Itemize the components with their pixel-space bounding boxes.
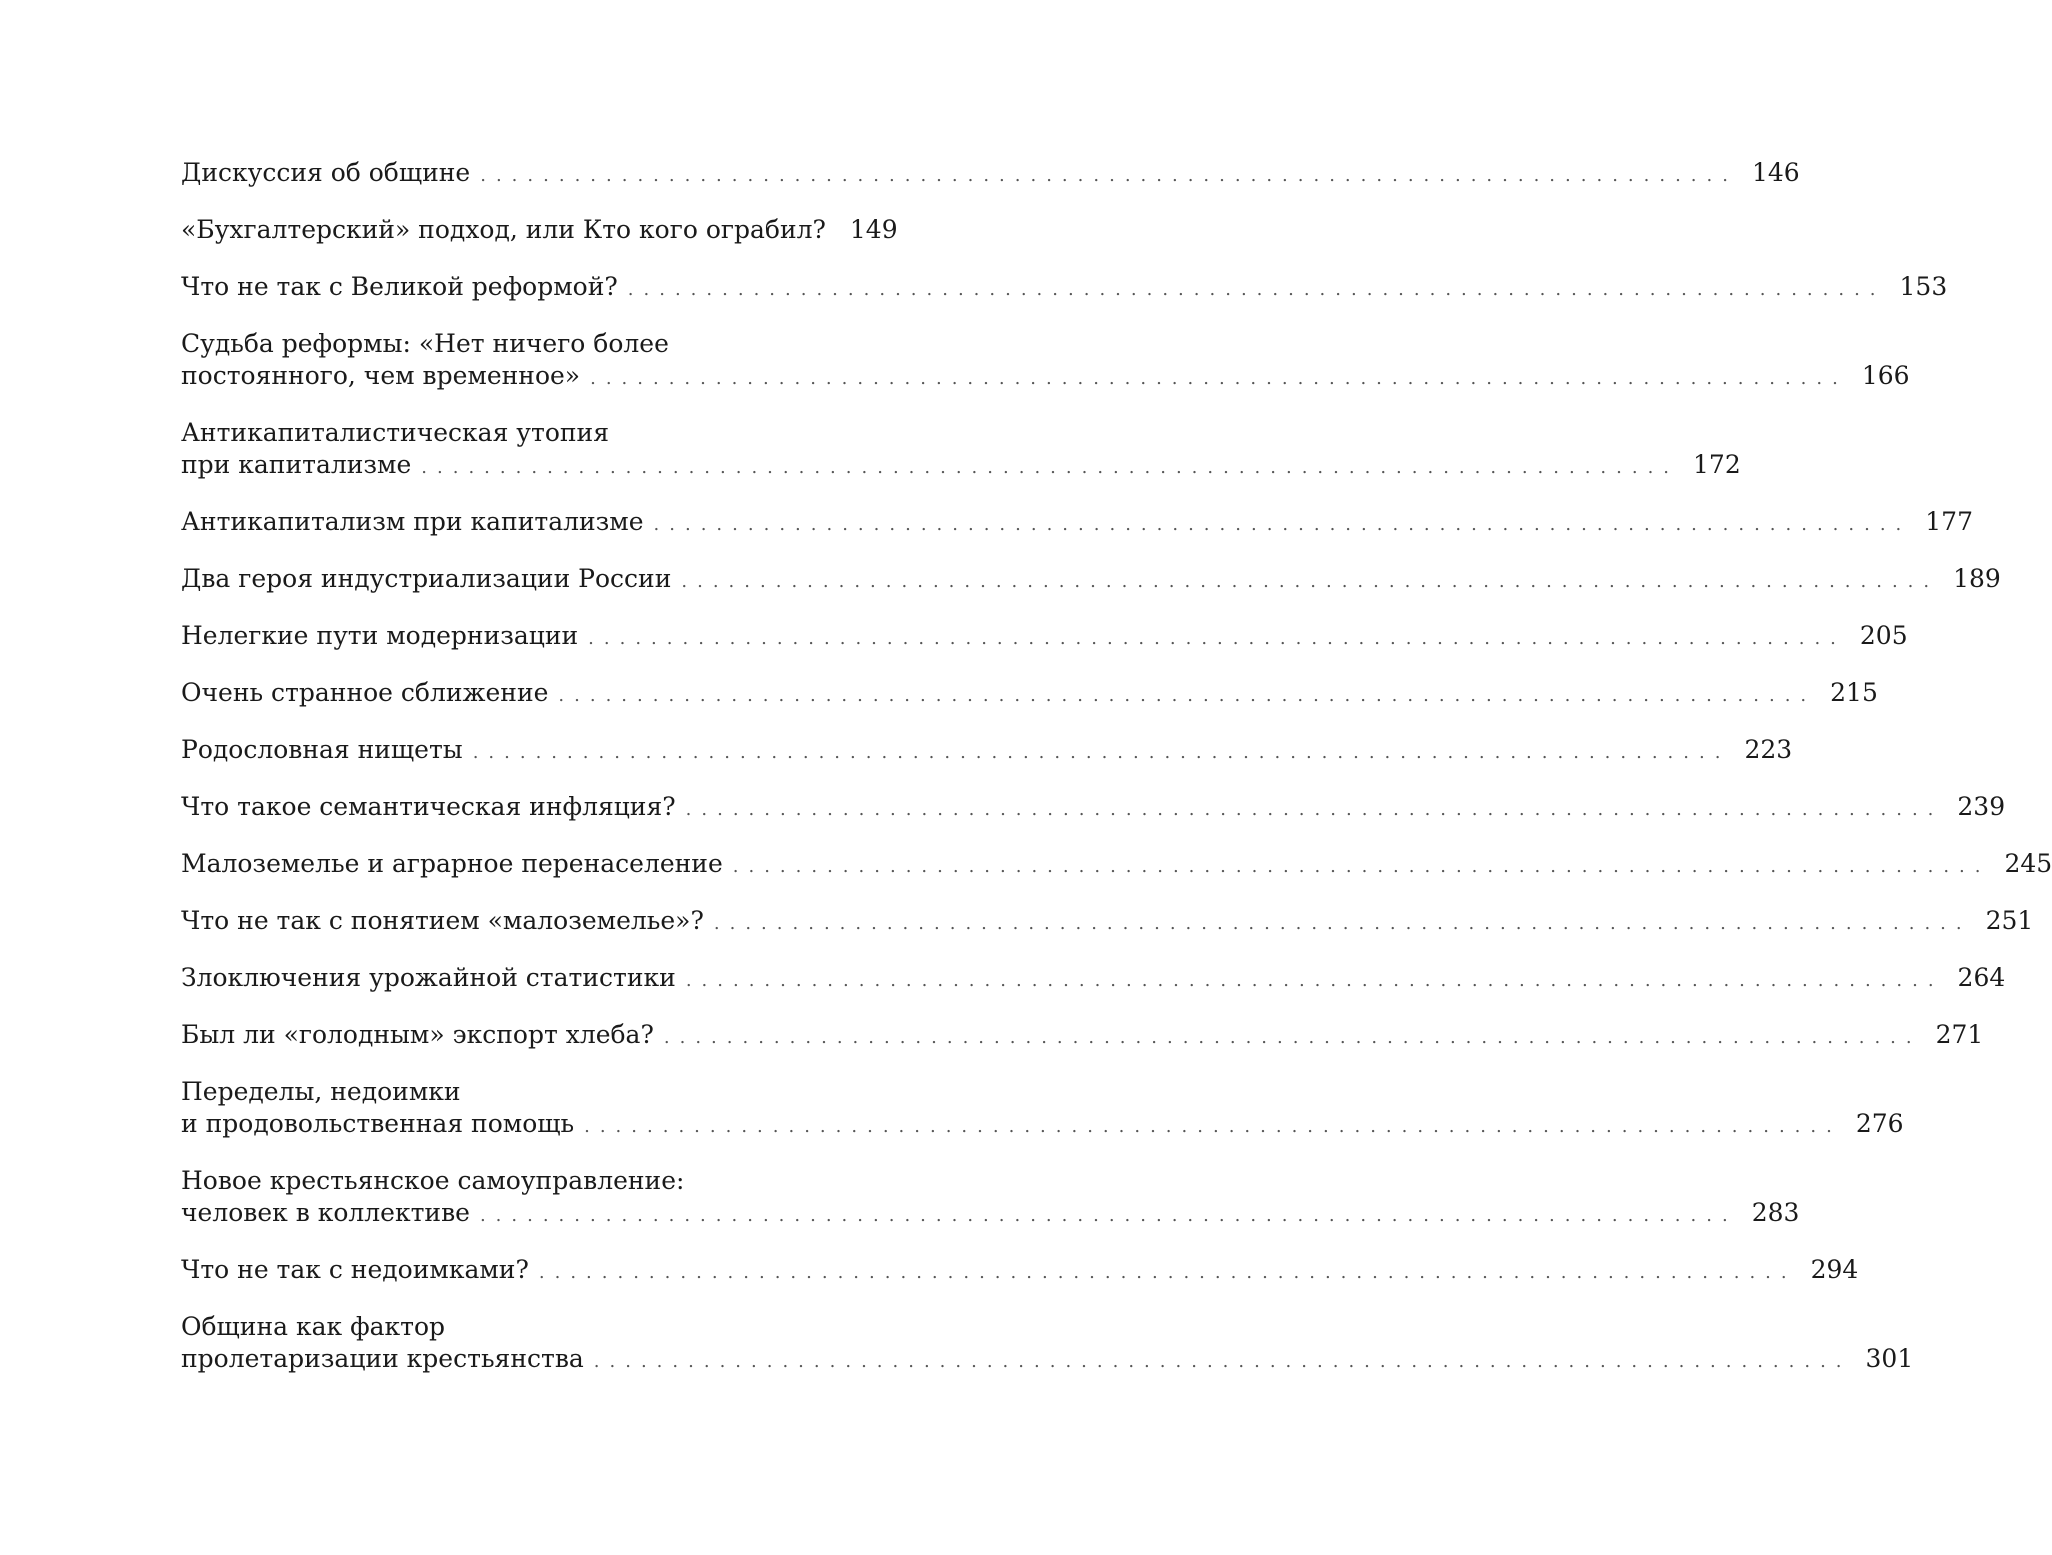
dot-leader: ................................................................................ bbox=[588, 628, 1846, 649]
toc-entry[interactable] bbox=[181, 734, 1793, 769]
toc-page-number: 276 bbox=[1855, 1109, 1904, 1138]
toc-entry-title: Родословная нищеты bbox=[181, 735, 463, 764]
toc-page-number: 153 bbox=[1899, 272, 1948, 301]
toc-entry[interactable] bbox=[181, 1019, 1984, 1054]
dot-leader: ................................................................................ bbox=[480, 165, 1738, 186]
toc-entry[interactable] bbox=[181, 157, 1800, 192]
toc-entry-last-line bbox=[181, 1343, 1914, 1378]
toc-entry[interactable] bbox=[181, 791, 2006, 826]
dot-leader: ................................................................................ bbox=[590, 368, 1848, 389]
toc-entry[interactable] bbox=[181, 848, 2052, 883]
toc-entry-last-line bbox=[181, 1019, 1984, 1054]
toc-page-number: 239 bbox=[1957, 792, 2006, 821]
toc-entry-title: Антикапитализм при капитализме bbox=[181, 507, 644, 536]
toc-entry-last-line bbox=[181, 734, 1793, 769]
dot-leader: ................................................................................ bbox=[685, 799, 1944, 820]
toc-entry-title: Что не так с недоимками? bbox=[181, 1255, 529, 1284]
toc-entry-title-line: Новое крестьянское самоуправление: bbox=[181, 1166, 685, 1195]
toc-entry-title: Был ли «голодным» экспорт хлеба? bbox=[181, 1020, 654, 1049]
toc-entry-title: Что такое семантическая инфляция? bbox=[181, 792, 676, 821]
toc-entry-last-line bbox=[181, 905, 2034, 940]
toc-entry-title-line: Антикапиталистическая утопия bbox=[181, 418, 609, 447]
toc-entry-title: Дискуссия об общине bbox=[181, 158, 471, 187]
toc-page-number: 264 bbox=[1957, 963, 2006, 992]
toc-entry-title: и продовольственная помощь bbox=[181, 1109, 575, 1138]
toc-entry-title: Что не так с понятием «малоземелье»? bbox=[181, 906, 704, 935]
toc-page-number: 223 bbox=[1744, 735, 1793, 764]
dot-leader: ................................................................................ bbox=[663, 1027, 1922, 1048]
dot-leader: ................................................................................ bbox=[558, 685, 1817, 706]
dot-leader: ................................................................................ bbox=[732, 856, 1991, 877]
toc-page-number: 166 bbox=[1861, 361, 1910, 390]
toc-entry-last-line bbox=[181, 1197, 1800, 1232]
toc-entry[interactable] bbox=[181, 417, 1741, 484]
toc-entry-last-line bbox=[181, 360, 1910, 395]
toc-entry[interactable] bbox=[181, 962, 2006, 997]
toc-entry-last-line bbox=[181, 962, 2006, 997]
toc-page-number: 177 bbox=[1925, 507, 1973, 536]
toc-entry-title: Злоключения урожайной статистики bbox=[181, 963, 676, 992]
toc-entry-title: Очень странное сближение bbox=[181, 678, 549, 707]
dot-leader: ................................................................................ bbox=[713, 913, 1972, 934]
toc-entry-last-line bbox=[181, 449, 1741, 484]
toc-page-number: 294 bbox=[1810, 1255, 1859, 1284]
toc-entry[interactable] bbox=[181, 563, 2001, 598]
toc-entry-title: Что не так с Великой реформой? bbox=[181, 272, 618, 301]
toc-page-number: 271 bbox=[1935, 1020, 1984, 1049]
dot-leader: ................................................................................ bbox=[653, 514, 1912, 535]
toc-entry-last-line bbox=[181, 506, 1973, 541]
toc-entry[interactable] bbox=[181, 506, 1973, 541]
toc-entry[interactable] bbox=[181, 677, 1878, 712]
toc-entry[interactable] bbox=[181, 620, 1908, 655]
toc-page-number: 301 bbox=[1865, 1344, 1914, 1373]
toc-entry-last-line bbox=[181, 563, 2001, 598]
toc-entry-last-line bbox=[181, 848, 2052, 883]
toc-entry-title-line: Переделы, недоимки bbox=[181, 1077, 461, 1106]
toc-entry-last-line bbox=[181, 271, 1948, 306]
toc-entry[interactable] bbox=[181, 328, 1910, 395]
toc-page-number: 251 bbox=[1985, 906, 2034, 935]
toc-entry-last-line bbox=[181, 214, 898, 249]
toc-entry-title-line: Община как фактор bbox=[181, 1312, 446, 1341]
toc-entry[interactable] bbox=[181, 1076, 1904, 1143]
toc-entry-last-line bbox=[181, 1108, 1904, 1143]
toc-entry[interactable] bbox=[181, 1165, 1800, 1232]
toc-entry-last-line bbox=[181, 620, 1908, 655]
toc-page-number: 172 bbox=[1693, 450, 1741, 479]
toc-entry-title: Малоземелье и аграрное перенаселение bbox=[181, 849, 723, 878]
dot-leader: ................................................................................ bbox=[685, 970, 1944, 991]
toc-entry-title: постоянного, чем временное» bbox=[181, 361, 581, 390]
toc-entry[interactable] bbox=[181, 271, 1948, 306]
toc-entry-title-line: Судьба реформы: «Нет ничего более bbox=[181, 329, 669, 358]
toc-page-number: 245 bbox=[2004, 849, 2052, 878]
toc-page-number: 215 bbox=[1830, 678, 1878, 707]
dot-leader: ................................................................................ bbox=[584, 1116, 1842, 1137]
toc-entry[interactable] bbox=[181, 214, 898, 249]
toc-page-number: 205 bbox=[1859, 621, 1908, 650]
dot-leader: ................................................................................ bbox=[593, 1351, 1852, 1372]
toc-page-number: 149 bbox=[849, 215, 898, 244]
toc-entry-title: Два героя индустриализации России bbox=[181, 564, 672, 593]
toc-entry-title: при капитализме bbox=[181, 450, 412, 479]
dot-leader: ................................................................................ bbox=[421, 457, 1680, 478]
toc-entry[interactable] bbox=[181, 1254, 1859, 1289]
dot-leader: ................................................................................ bbox=[479, 1205, 1738, 1226]
toc-entry-title: «Бухгалтерский» подход, или Кто кого ограбил? bbox=[181, 215, 826, 244]
dot-leader: ................................................................................ bbox=[538, 1262, 1797, 1283]
toc-entry-last-line bbox=[181, 1254, 1859, 1289]
dot-leader: ................................................................................ bbox=[472, 742, 1731, 763]
dot-leader: ................................................................................ bbox=[681, 571, 1940, 592]
toc-entry-last-line bbox=[181, 157, 1800, 192]
toc-entry[interactable] bbox=[181, 1311, 1914, 1378]
toc-entry-last-line bbox=[181, 791, 2006, 826]
dot-leader: ................................................................................ bbox=[627, 279, 1886, 300]
toc-entry-title: Нелегкие пути модернизации bbox=[181, 621, 579, 650]
table-of-contents bbox=[181, 157, 2052, 1400]
toc-entry-last-line bbox=[181, 677, 1878, 712]
toc-entry-title: человек в коллективе bbox=[181, 1198, 470, 1227]
toc-entry-title: пролетаризации крестьянства bbox=[181, 1344, 584, 1373]
toc-page-number: 146 bbox=[1751, 158, 1800, 187]
toc-entry[interactable] bbox=[181, 905, 2034, 940]
toc-page-number: 283 bbox=[1751, 1198, 1800, 1227]
toc-page-number: 189 bbox=[1953, 564, 2001, 593]
